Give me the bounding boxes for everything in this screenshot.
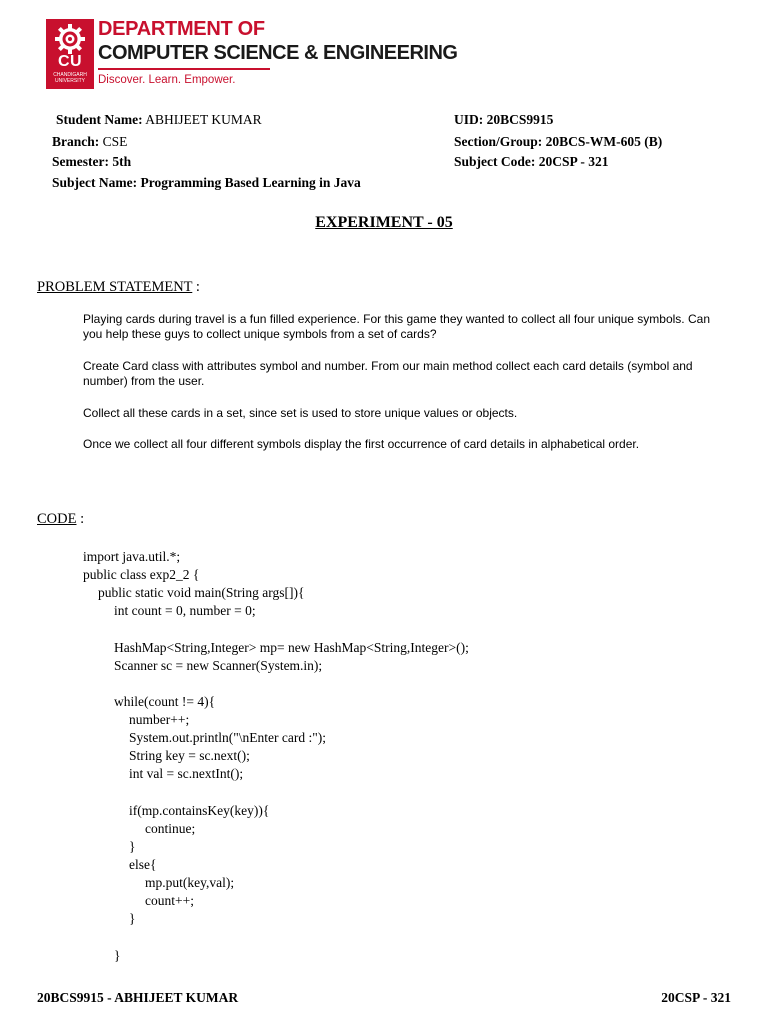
section-value: 20BCS-WM-605 (B) bbox=[545, 134, 663, 149]
problem-statement-heading bbox=[37, 279, 200, 296]
problem-paragraph-2: Create Card class with attributes symbol and number. From our main method collect each card details (symbol and number) from the user. bbox=[83, 359, 693, 388]
code-line: } bbox=[129, 839, 136, 854]
code-heading-colon: : bbox=[76, 511, 85, 527]
code-line: if(mp.containsKey(key)){ bbox=[129, 803, 270, 818]
university-logo bbox=[46, 19, 94, 89]
uid-label: UID: bbox=[454, 112, 484, 127]
code-line: public static void main(String args[]){ bbox=[98, 585, 305, 600]
code-line: count++; bbox=[145, 893, 194, 908]
code-line: while(count != 4){ bbox=[114, 694, 216, 709]
tagline: Discover. Learn. Empower. bbox=[98, 74, 236, 86]
code-line: int val = sc.nextInt(); bbox=[129, 766, 244, 781]
branch-label: Branch: bbox=[52, 134, 100, 149]
experiment-title: EXPERIMENT - 05 bbox=[315, 214, 453, 231]
semester-value: 5th bbox=[112, 154, 132, 169]
uid-value: 20BCS9915 bbox=[486, 112, 554, 127]
semester-row bbox=[52, 154, 131, 170]
subject-name-row bbox=[52, 175, 361, 191]
code-line: } bbox=[129, 911, 136, 926]
problem-paragraph-4: Once we collect all four different symbols display the first occurrence of card details in alphabetical order. bbox=[83, 437, 640, 451]
department-title-line1: DEPARTMENT OF bbox=[98, 18, 265, 40]
student-name-label: Student Name: bbox=[56, 112, 143, 127]
section-label: Section/Group: bbox=[454, 134, 543, 149]
logo-text: CU bbox=[57, 53, 83, 70]
subject-name-value: Programming Based Learning in Java bbox=[140, 175, 361, 190]
code-line: System.out.println("\nEnter card :"); bbox=[129, 730, 326, 745]
code-line: Scanner sc = new Scanner(System.in); bbox=[114, 658, 323, 673]
subject-code-value: 20CSP - 321 bbox=[538, 154, 609, 169]
problem-paragraph-1: Playing cards during travel is a fun filled experience. For this game they wanted to collect all four unique symbols. Can you help these guys to collect unique symbols from a set of cards? bbox=[83, 312, 710, 341]
footer-left: 20BCS9915 - ABHIJEET KUMAR bbox=[37, 990, 239, 1005]
footer-right: 20CSP - 321 bbox=[661, 990, 731, 1005]
subject-code-label: Subject Code: bbox=[454, 154, 536, 169]
problem-statement-colon: : bbox=[192, 279, 200, 295]
branch-row bbox=[52, 134, 127, 150]
problem-statement-heading-text: PROBLEM STATEMENT bbox=[37, 279, 193, 295]
subject-name-label: Subject Name: bbox=[52, 175, 138, 190]
code-line: String key = sc.next(); bbox=[129, 748, 250, 763]
header-divider bbox=[98, 68, 270, 70]
subject-code-row bbox=[454, 154, 609, 170]
code-line: continue; bbox=[145, 821, 196, 836]
code-line: import java.util.*; bbox=[83, 549, 181, 564]
gear-seal-icon bbox=[54, 23, 86, 55]
department-title-line2: COMPUTER SCIENCE & ENGINEERING bbox=[98, 42, 458, 64]
logo-university-name: CHANDIGARH UNIVERSITY bbox=[53, 72, 87, 84]
problem-paragraph-3: Collect all these cards in a set, since set is used to store unique values or objects. bbox=[83, 406, 518, 420]
code-heading bbox=[37, 511, 84, 528]
code-line: else{ bbox=[129, 857, 157, 872]
code-line: int count = 0, number = 0; bbox=[114, 603, 256, 618]
code-heading-text: CODE bbox=[37, 511, 77, 527]
student-name-value: ABHIJEET KUMAR bbox=[145, 112, 262, 127]
code-line: mp.put(key,val); bbox=[145, 875, 235, 890]
uid-row bbox=[454, 112, 553, 128]
code-line: } bbox=[114, 948, 121, 963]
section-row bbox=[454, 134, 662, 150]
branch-value: CSE bbox=[102, 134, 128, 149]
student-name-row bbox=[56, 112, 262, 128]
code-line: HashMap<String,Integer> mp= new HashMap<String,Integer>(); bbox=[114, 640, 469, 655]
code-line: public class exp2_2 { bbox=[83, 567, 200, 582]
code-line: number++; bbox=[129, 712, 190, 727]
semester-label: Semester: bbox=[52, 154, 109, 169]
